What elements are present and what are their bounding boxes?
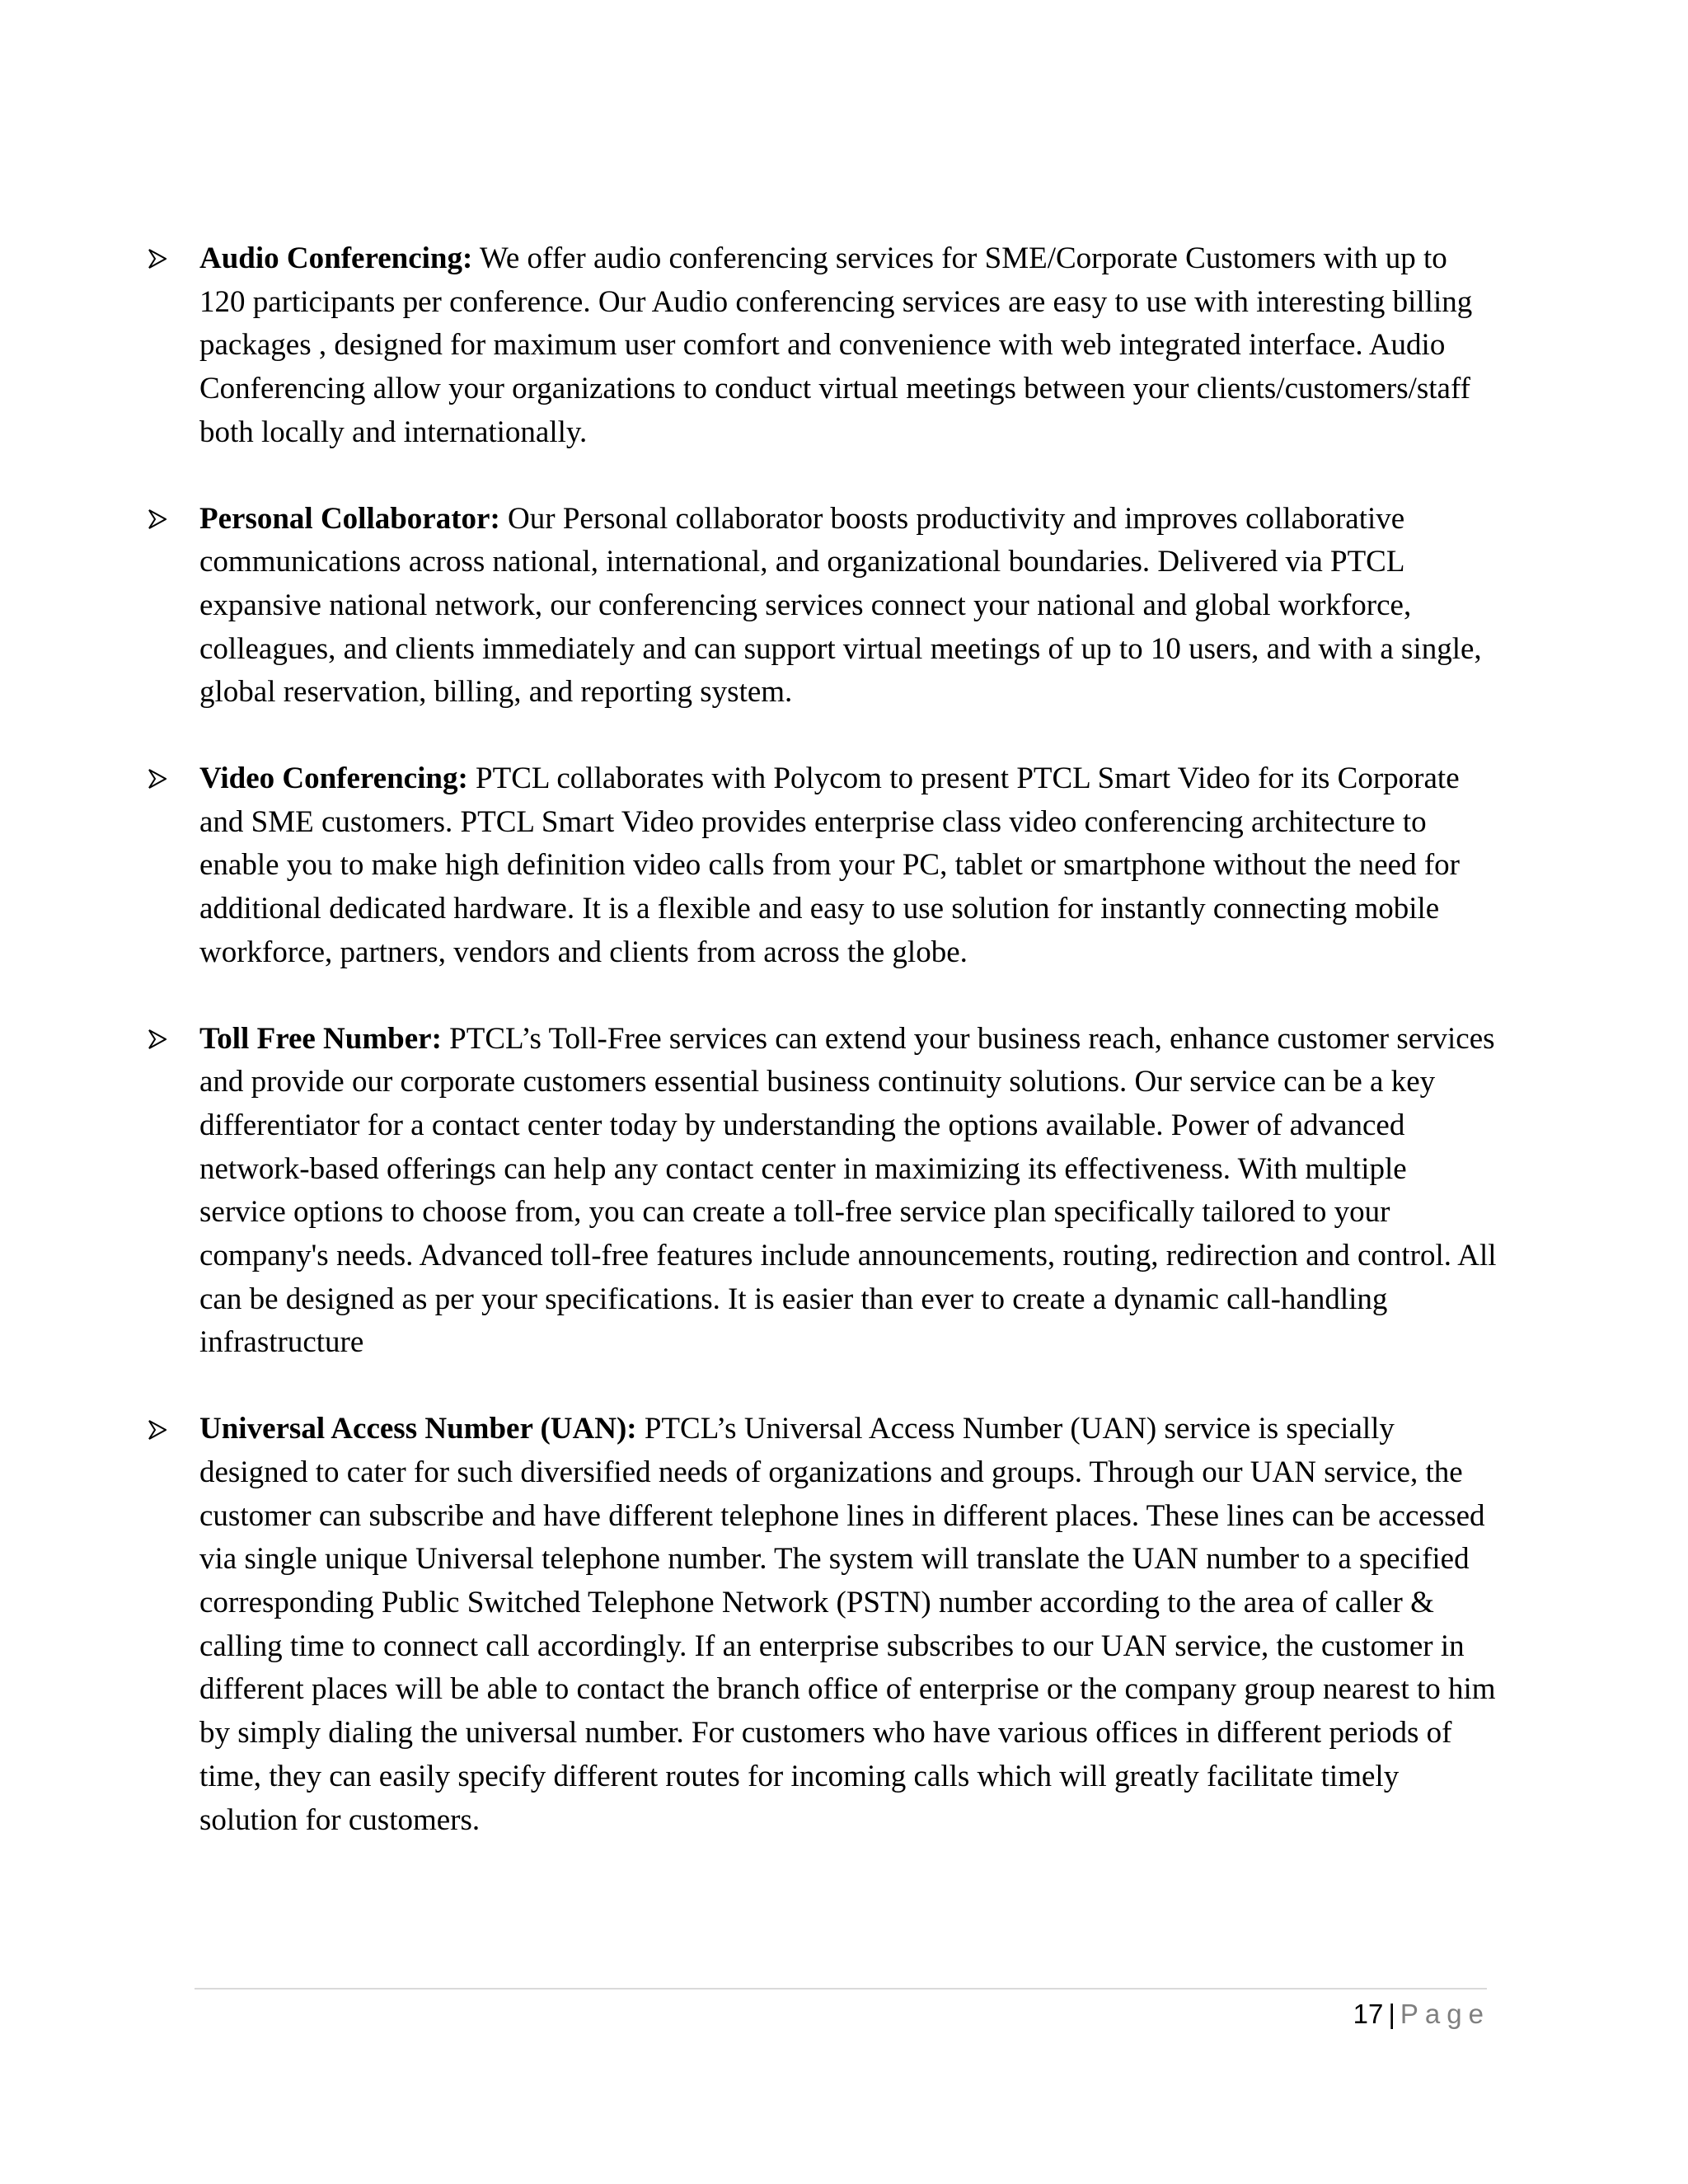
- list-item-toll-free-number: [148, 1018, 1500, 1366]
- arrow-bullet-icon: [148, 1018, 183, 1062]
- list-item-text: We offer audio conferencing services for SME/Corporate Customers with up to 120 participants per conference. Our Audio conferencing services are easy to use with interesting billing packages , designed for maximum user comfort and convenience with web integrated interface. Audio Conferencing allow your organizations to conduct virtual meetings between your clients/customers/staff both locally and internationally.: [199, 241, 1473, 449]
- list-item-text: PTCL’s Universal Access Number (UAN) service is specially designed to cater for such diversified needs of organizations and groups. Through our UAN service, the customer can subscribe and have different telephone lines in different places. These lines can be accessed via single unique Universal telephone number. The system will translate the UAN number to a specified corresponding Public Switched Telephone Network (PSTN) number according to the area of caller & calling time to connect call accordingly. If an enterprise subscribes to our UAN service, the customer in different places will be able to contact the branch office of enterprise or the company group nearest to him by simply dialing the universal number. For customers who have various offices in different periods of time, they can easily specify different routes for incoming calls which will greatly facilitate timely solution for customers.: [199, 1412, 1496, 1837]
- list-item-heading: Universal Access Number (UAN):: [199, 1412, 637, 1446]
- service-list: [148, 237, 1500, 1842]
- page-number: 17: [1353, 1999, 1384, 2029]
- list-item-paragraph: [199, 757, 1500, 975]
- arrow-bullet-icon: [148, 1408, 183, 1451]
- list-item-video-conferencing: [148, 757, 1500, 975]
- list-item-text: PTCL collaborates with Polycom to present PTCL Smart Video for its Corporate and SME customers. PTCL Smart Video provides enterprise class video conferencing architecture to enable you to make high definition video calls from your PC, tablet or smartphone without the need for additional dedicated hardware. It is a flexible and easy to use solution for instantly connecting mobile workforce, partners, vendors and clients from across the globe.: [199, 762, 1460, 969]
- list-item-heading: Audio Conferencing:: [199, 241, 473, 275]
- list-item-universal-access-number: [148, 1408, 1500, 1842]
- list-item-text: PTCL’s Toll-Free services can extend your business reach, enhance customer services and provide our corporate customers essential business continuity solutions. Our service can be a key differentiator for a contact center today by understanding the options available. Power of advanced network-based offerings can help any contact center in maximizing its effectiveness. With multiple service options to choose from, you can create a toll-free service plan specifically tailored to your company's needs. Advanced toll-free features include announcements, routing, redirection and control. All can be designed as per your specifications. It is easier than ever to create a dynamic call-handling infrastructure: [199, 1021, 1497, 1360]
- list-item-text: Our Personal collaborator boosts productivity and improves collaborative communications across national, international, and organizational boundaries. Delivered via PTCL expansive national network, our conferencing services connect your national and global workforce, colleagues, and clients immediately and can support virtual meetings of up to 10 users, and with a single, global reservation, billing, and reporting system.: [199, 501, 1482, 710]
- list-item-heading: Personal Collaborator:: [199, 501, 500, 536]
- arrow-bullet-icon: [148, 237, 183, 281]
- list-item-paragraph: [199, 498, 1500, 715]
- page-label: Page: [1400, 1999, 1490, 2029]
- footer-separator: |: [1388, 1999, 1395, 2029]
- list-item-paragraph: [199, 1408, 1500, 1842]
- footer-divider: [195, 1988, 1487, 1990]
- arrow-bullet-icon: [148, 498, 183, 541]
- list-item-personal-collaborator: [148, 498, 1500, 715]
- list-item-heading: Video Conferencing:: [199, 762, 468, 796]
- list-item-heading: Toll Free Number:: [199, 1021, 442, 1056]
- list-item-paragraph: [199, 237, 1500, 455]
- page-footer: [1353, 1996, 1490, 2032]
- list-item-paragraph: [199, 1018, 1500, 1366]
- list-item-audio-conferencing: [148, 237, 1500, 455]
- arrow-bullet-icon: [148, 757, 183, 801]
